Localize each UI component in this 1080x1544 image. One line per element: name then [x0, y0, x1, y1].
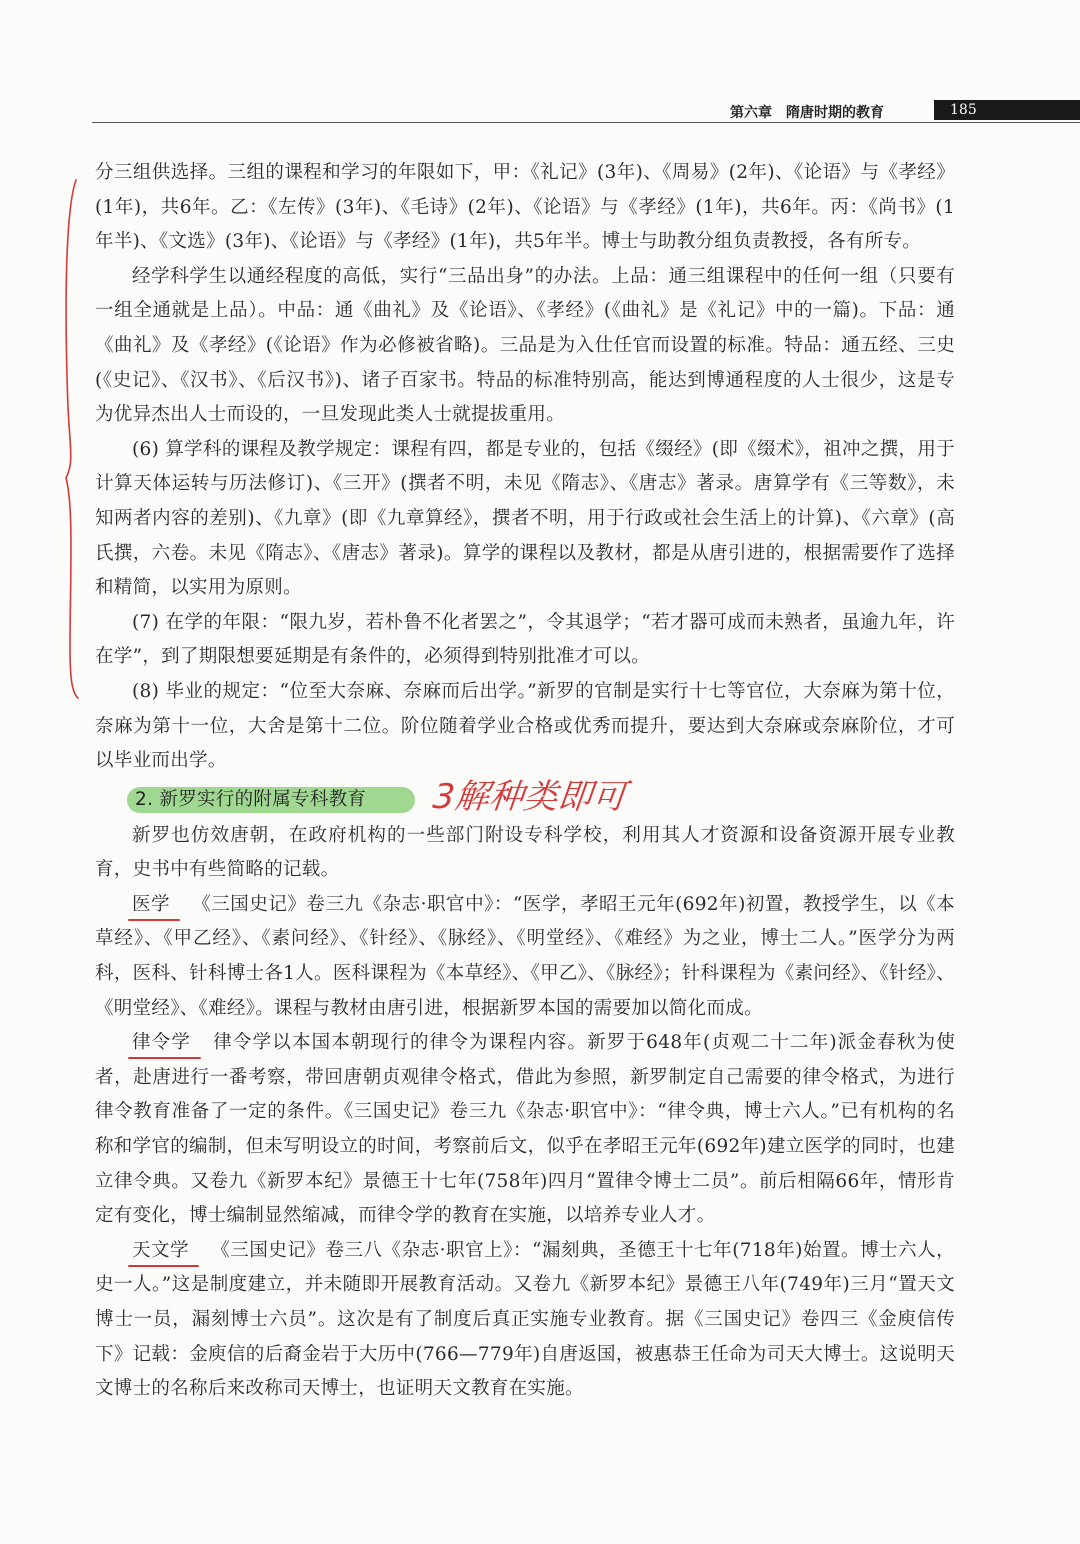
paragraph-study-years: (7) 在学的年限：“限九岁，若朴鲁不化者罢之”，令其退学；“若才器可成而未熟者，虽逾九年，许在学”，到了期限想要延期是有条件的，必须得到特别批准才可以。 [95, 611, 955, 668]
term-law: 律令学 [132, 1032, 192, 1054]
paragraph-section-intro: 新罗也仿效唐朝，在政府机构的一些部门附设专科学校，利用其人才资源和设备资源开展专业教育，史书中有些简略的记载。 [95, 824, 955, 881]
medicine-text: 《三国史记》卷三九《杂志·职官中》：“医学，孝昭王元年(692年)初置，教授学生，以《本草经》、《甲乙经》、《素问经》、《针经》、《脉经》、《明堂经》、《难经》为之业，博士二人。”医学分为两科，医科、针科博士各1人。医科课程为《本草经》、《甲乙》、《脉经》；针科课程为《素问经》、《针经》、《明堂经》、《难经》。课程与教材由唐引进，根据新罗本国的需要加以简化而成。 [95, 893, 955, 1019]
section-title: 2. 新罗实行的附属专科教育 [135, 788, 367, 810]
paragraph-graduation: (8) 毕业的规定：“位至大奈麻、奈麻而后出学。”新罗的官制是实行十七等官位，大奈麻为第十位，奈麻为第十一位，大舍是第十二位。阶位随着学业合格或优秀而提升，要达到大奈麻或奈麻阶位，才可以毕业而出学。 [95, 680, 955, 772]
handwritten-note: 3解种类即可 [430, 776, 629, 817]
page-header [0, 100, 1080, 124]
chapter-title: 第六章 隋唐时期的教育 [730, 105, 884, 121]
paragraph-three-grades: 经学科学生以通经程度的高低，实行“三品出身”的办法。上品：通三组课程中的任何一组（只要有一组全通就是上品）。中品：通《曲礼》及《论语》、《孝经》(《曲礼》是《礼记》中的一篇)。下品：通《曲礼》及《孝经》(《论语》作为必修被省略)。三品是为入仕任官而设置的标准。特品：通五经、三史(《史记》、《汉书》、《后汉书》)、诸子百家书。特品的标准特别高，能达到博通程度的人士很少，这是专为优异杰出人士而设的，一旦发现此类人士就提拔重用。 [95, 265, 955, 426]
section-heading [135, 776, 955, 817]
page-number: 185 [934, 100, 1080, 120]
law-text: 律令学以本国本朝现行的律令为课程内容。新罗于648年(贞观二十二年)派金春秋为使者，赴唐进行一番考察，带回唐朝贞观律令格式，借此为参照，新罗制定自己需要的律令格式，为进行律令教育准备了一定的条件。《三国史记》卷三九《杂志·职官中》：“律令典，博士六人。”已有机构的名称和学官的编制，但未写明设立的时间，考察前后文，似乎在孝昭王元年(692年)建立医学的同时，也建立律令典。又卷九《新罗本纪》景德王十七年(758年)四月“置律令博士二员”。前后相隔66年，情形肯定有变化，博士编制显然缩减，而律令学的教育在实施，以培养专业人才。 [95, 1032, 956, 1227]
page-content [95, 156, 955, 1407]
paragraph-astronomy [95, 1234, 955, 1407]
paragraph-law [95, 1026, 955, 1234]
term-medicine: 医学 [132, 893, 171, 915]
paragraph-curriculum-groups: 分三组供选择。三组的课程和学习的年限如下，甲：《礼记》(3年)、《周易》(2年)、《论语》与《孝经》(1年)，共6年。乙：《左传》(3年)、《毛诗》(2年)、《论语》与《孝经》(1年)，共6年。丙：《尚书》(1年半)、《文选》(3年)、《论语》与《孝经》(1年)，共5年半。博士与助教分组负责教授，各有所专。 [95, 162, 955, 253]
astronomy-text: 《三国史记》卷三八《杂志·职官上》：“漏刻典，圣德王十七年(718年)始置。博士六人，史一人。”这是制度建立，并未随即开展教育活动。又卷九《新罗本纪》景德王八年(749年)三月“置天文博士一员，漏刻博士六员”。这次是有了制度后真正实施专业教育。据《三国史记》卷四三《金庾信传下》记载：金庾信的后裔金岩于大历中(766—779年)自唐返国，被惠恭王任命为司天大博士。这说明天文博士的名称后来改称司天博士，也证明天文教育在实施。 [95, 1239, 955, 1400]
header-rule [92, 122, 1080, 123]
term-astronomy: 天文学 [132, 1239, 190, 1261]
paragraph-medicine [95, 888, 955, 1026]
handwritten-bracket-icon [62, 178, 80, 700]
paragraph-math-curriculum: (6) 算学科的课程及教学规定：课程有四，都是专业的，包括《缀经》(即《缀术》，祖冲之撰，用于计算天体运转与历法修订)、《三开》(撰者不明，未见《隋志》、《唐志》著录。唐算学有《三等数》，未知两者内容的差别)、《九章》(即《九章算经》，撰者不明，用于行政或社会生活上的计算)、《六章》(高氏撰，六卷。未见《隋志》、《唐志》著录)。算学的课程以及教材，都是从唐引进的，根据需要作了选择和精简，以实用为原则。 [95, 438, 955, 599]
